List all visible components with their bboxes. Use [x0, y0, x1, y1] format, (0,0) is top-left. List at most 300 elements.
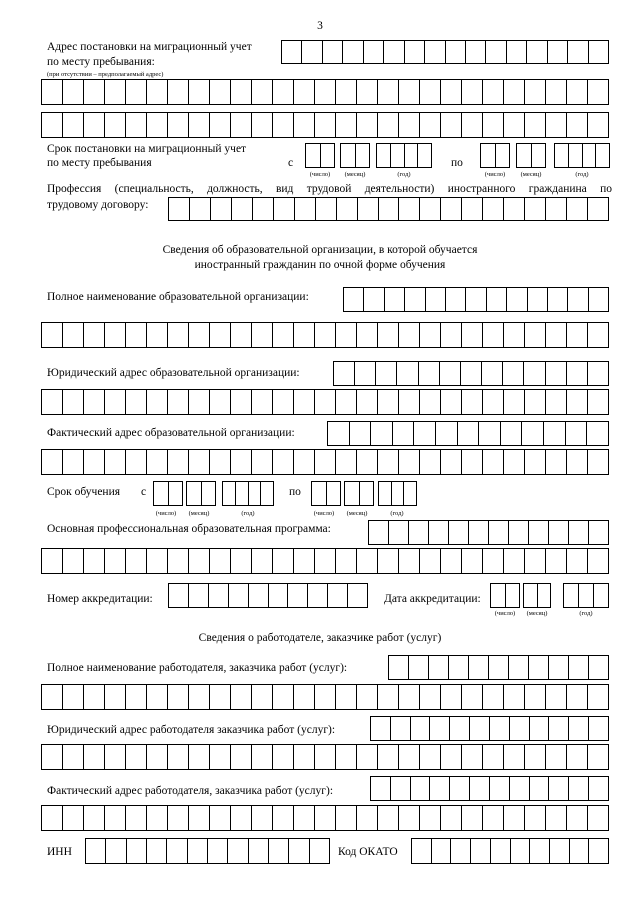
char-cell[interactable]	[357, 323, 378, 347]
char-cell[interactable]	[579, 584, 594, 607]
char-cell[interactable]	[105, 806, 126, 830]
char-cell[interactable]	[462, 390, 483, 414]
char-cell[interactable]	[567, 806, 588, 830]
char-cell[interactable]	[483, 745, 504, 769]
char-cell[interactable]	[261, 482, 273, 505]
char-cell[interactable]	[405, 41, 425, 63]
char-cell[interactable]	[391, 717, 411, 740]
char-cell[interactable]	[525, 198, 546, 220]
char-cell[interactable]	[106, 839, 126, 863]
char-cell[interactable]	[441, 390, 462, 414]
char-cell[interactable]	[315, 323, 336, 347]
char-cell[interactable]	[105, 390, 126, 414]
char-cell[interactable]	[147, 839, 167, 863]
char-cell[interactable]	[462, 113, 483, 137]
char-cell[interactable]	[315, 80, 336, 104]
program-field-1[interactable]	[368, 520, 609, 545]
char-cell[interactable]	[491, 584, 506, 607]
char-cell[interactable]	[378, 323, 399, 347]
char-cell[interactable]	[357, 450, 378, 474]
char-cell[interactable]	[377, 144, 391, 167]
char-cell[interactable]	[169, 482, 183, 505]
char-cell[interactable]	[496, 144, 510, 167]
char-cell[interactable]	[546, 80, 567, 104]
char-cell[interactable]	[567, 80, 588, 104]
char-cell[interactable]	[63, 685, 84, 709]
char-cell[interactable]	[294, 323, 315, 347]
char-cell[interactable]	[231, 450, 252, 474]
char-cell[interactable]	[369, 521, 389, 544]
char-cell[interactable]	[169, 198, 190, 220]
char-cell[interactable]	[419, 362, 440, 385]
okato-field[interactable]	[411, 838, 609, 864]
char-cell[interactable]	[409, 656, 429, 679]
char-cell[interactable]	[391, 777, 411, 800]
char-cell[interactable]	[525, 685, 546, 709]
char-cell[interactable]	[530, 777, 550, 800]
char-cell[interactable]	[378, 113, 399, 137]
char-cell[interactable]	[187, 482, 202, 505]
char-cell[interactable]	[42, 390, 63, 414]
char-cell[interactable]	[517, 144, 532, 167]
char-cell[interactable]	[546, 549, 567, 573]
char-cell[interactable]	[470, 777, 490, 800]
char-cell[interactable]	[446, 41, 466, 63]
char-cell[interactable]	[441, 113, 462, 137]
char-cell[interactable]	[378, 745, 399, 769]
char-cell[interactable]	[441, 450, 462, 474]
char-cell[interactable]	[461, 362, 482, 385]
char-cell[interactable]	[105, 745, 126, 769]
char-cell[interactable]	[189, 685, 210, 709]
char-cell[interactable]	[378, 450, 399, 474]
char-cell[interactable]	[84, 390, 105, 414]
char-cell[interactable]	[84, 806, 105, 830]
char-cell[interactable]	[210, 549, 231, 573]
char-cell[interactable]	[231, 745, 252, 769]
char-cell[interactable]	[273, 113, 294, 137]
education-actual-address-field-2[interactable]	[41, 449, 609, 475]
char-cell[interactable]	[189, 80, 210, 104]
employer-full-name-field-1[interactable]	[388, 655, 609, 680]
char-cell[interactable]	[525, 450, 546, 474]
char-cell[interactable]	[567, 198, 588, 220]
char-cell[interactable]	[527, 41, 547, 63]
char-cell[interactable]	[84, 745, 105, 769]
char-cell[interactable]	[209, 584, 229, 607]
char-cell[interactable]	[364, 41, 384, 63]
char-cell[interactable]	[420, 198, 441, 220]
char-cell[interactable]	[379, 198, 400, 220]
char-cell[interactable]	[126, 806, 147, 830]
char-cell[interactable]	[522, 422, 544, 445]
char-cell[interactable]	[336, 450, 357, 474]
char-cell[interactable]	[546, 390, 567, 414]
char-cell[interactable]	[389, 656, 409, 679]
char-cell[interactable]	[549, 717, 569, 740]
char-cell[interactable]	[273, 806, 294, 830]
char-cell[interactable]	[302, 41, 322, 63]
char-cell[interactable]	[252, 549, 273, 573]
char-cell[interactable]	[231, 80, 252, 104]
char-cell[interactable]	[504, 549, 525, 573]
inn-field[interactable]	[85, 838, 330, 864]
char-cell[interactable]	[63, 323, 84, 347]
accreditation-number-field[interactable]	[168, 583, 368, 608]
char-cell[interactable]	[189, 549, 210, 573]
char-cell[interactable]	[63, 745, 84, 769]
char-cell[interactable]	[294, 685, 315, 709]
migration-to-year[interactable]	[554, 143, 610, 168]
char-cell[interactable]	[420, 450, 441, 474]
char-cell[interactable]	[348, 584, 367, 607]
char-cell[interactable]	[42, 323, 63, 347]
char-cell[interactable]	[343, 41, 363, 63]
char-cell[interactable]	[483, 113, 504, 137]
char-cell[interactable]	[154, 482, 169, 505]
char-cell[interactable]	[189, 806, 210, 830]
char-cell[interactable]	[336, 390, 357, 414]
char-cell[interactable]	[432, 839, 452, 863]
char-cell[interactable]	[168, 745, 189, 769]
char-cell[interactable]	[389, 521, 409, 544]
study-from-month[interactable]	[186, 481, 216, 506]
char-cell[interactable]	[436, 422, 458, 445]
char-cell[interactable]	[489, 521, 509, 544]
char-cell[interactable]	[504, 806, 525, 830]
char-cell[interactable]	[295, 198, 316, 220]
char-cell[interactable]	[399, 549, 420, 573]
char-cell[interactable]	[231, 113, 252, 137]
char-cell[interactable]	[567, 323, 588, 347]
migration-from-day[interactable]	[305, 143, 335, 168]
char-cell[interactable]	[357, 806, 378, 830]
char-cell[interactable]	[462, 198, 483, 220]
char-cell[interactable]	[588, 362, 608, 385]
char-cell[interactable]	[288, 584, 308, 607]
char-cell[interactable]	[385, 288, 405, 311]
char-cell[interactable]	[588, 390, 608, 414]
char-cell[interactable]	[168, 549, 189, 573]
char-cell[interactable]	[126, 685, 147, 709]
char-cell[interactable]	[323, 41, 343, 63]
char-cell[interactable]	[546, 362, 567, 385]
char-cell[interactable]	[294, 549, 315, 573]
char-cell[interactable]	[425, 41, 445, 63]
char-cell[interactable]	[441, 80, 462, 104]
char-cell[interactable]	[569, 144, 583, 167]
char-cell[interactable]	[274, 198, 295, 220]
char-cell[interactable]	[564, 584, 579, 607]
char-cell[interactable]	[589, 288, 608, 311]
char-cell[interactable]	[315, 806, 336, 830]
char-cell[interactable]	[273, 685, 294, 709]
char-cell[interactable]	[420, 390, 441, 414]
char-cell[interactable]	[236, 482, 249, 505]
education-full-name-field-2[interactable]	[41, 322, 609, 348]
char-cell[interactable]	[252, 450, 273, 474]
char-cell[interactable]	[483, 450, 504, 474]
char-cell[interactable]	[336, 323, 357, 347]
char-cell[interactable]	[84, 685, 105, 709]
study-to-year[interactable]	[378, 481, 417, 506]
char-cell[interactable]	[189, 390, 210, 414]
char-cell[interactable]	[420, 323, 441, 347]
char-cell[interactable]	[441, 323, 462, 347]
char-cell[interactable]	[549, 521, 569, 544]
char-cell[interactable]	[483, 806, 504, 830]
char-cell[interactable]	[588, 549, 608, 573]
char-cell[interactable]	[273, 549, 294, 573]
char-cell[interactable]	[63, 806, 84, 830]
char-cell[interactable]	[525, 113, 546, 137]
char-cell[interactable]	[308, 584, 328, 607]
char-cell[interactable]	[504, 685, 525, 709]
char-cell[interactable]	[567, 745, 588, 769]
char-cell[interactable]	[399, 685, 420, 709]
char-cell[interactable]	[462, 549, 483, 573]
char-cell[interactable]	[336, 745, 357, 769]
char-cell[interactable]	[530, 717, 550, 740]
char-cell[interactable]	[252, 323, 273, 347]
char-cell[interactable]	[127, 839, 147, 863]
char-cell[interactable]	[147, 450, 168, 474]
char-cell[interactable]	[441, 806, 462, 830]
char-cell[interactable]	[525, 549, 546, 573]
char-cell[interactable]	[507, 288, 527, 311]
char-cell[interactable]	[528, 288, 548, 311]
migration-from-year[interactable]	[376, 143, 432, 168]
char-cell[interactable]	[567, 362, 588, 385]
char-cell[interactable]	[532, 144, 546, 167]
migration-to-month[interactable]	[516, 143, 546, 168]
char-cell[interactable]	[550, 839, 570, 863]
char-cell[interactable]	[538, 584, 551, 607]
char-cell[interactable]	[567, 685, 588, 709]
char-cell[interactable]	[337, 198, 358, 220]
char-cell[interactable]	[462, 323, 483, 347]
char-cell[interactable]	[63, 450, 84, 474]
employer-legal-address-field-1[interactable]	[370, 716, 609, 741]
char-cell[interactable]	[506, 584, 520, 607]
char-cell[interactable]	[548, 288, 568, 311]
char-cell[interactable]	[210, 745, 231, 769]
char-cell[interactable]	[391, 144, 405, 167]
char-cell[interactable]	[105, 450, 126, 474]
char-cell[interactable]	[481, 144, 496, 167]
char-cell[interactable]	[451, 839, 471, 863]
accreditation-month[interactable]	[523, 583, 551, 608]
char-cell[interactable]	[594, 584, 608, 607]
char-cell[interactable]	[84, 450, 105, 474]
char-cell[interactable]	[147, 390, 168, 414]
char-cell[interactable]	[529, 521, 549, 544]
char-cell[interactable]	[525, 806, 546, 830]
char-cell[interactable]	[588, 198, 608, 220]
char-cell[interactable]	[589, 41, 608, 63]
migration-address-field-1[interactable]	[281, 40, 609, 64]
char-cell[interactable]	[357, 685, 378, 709]
char-cell[interactable]	[479, 422, 501, 445]
char-cell[interactable]	[589, 777, 608, 800]
char-cell[interactable]	[393, 422, 415, 445]
char-cell[interactable]	[273, 745, 294, 769]
char-cell[interactable]	[105, 80, 126, 104]
char-cell[interactable]	[208, 839, 228, 863]
char-cell[interactable]	[588, 323, 608, 347]
char-cell[interactable]	[504, 450, 525, 474]
char-cell[interactable]	[168, 450, 189, 474]
char-cell[interactable]	[168, 323, 189, 347]
char-cell[interactable]	[210, 450, 231, 474]
char-cell[interactable]	[530, 839, 550, 863]
char-cell[interactable]	[510, 777, 530, 800]
char-cell[interactable]	[84, 549, 105, 573]
char-cell[interactable]	[566, 422, 588, 445]
char-cell[interactable]	[336, 549, 357, 573]
char-cell[interactable]	[470, 717, 490, 740]
char-cell[interactable]	[462, 745, 483, 769]
char-cell[interactable]	[458, 422, 480, 445]
char-cell[interactable]	[105, 113, 126, 137]
char-cell[interactable]	[328, 422, 350, 445]
char-cell[interactable]	[168, 685, 189, 709]
char-cell[interactable]	[441, 549, 462, 573]
char-cell[interactable]	[409, 521, 429, 544]
char-cell[interactable]	[63, 80, 84, 104]
char-cell[interactable]	[252, 113, 273, 137]
char-cell[interactable]	[105, 323, 126, 347]
char-cell[interactable]	[341, 144, 356, 167]
char-cell[interactable]	[399, 323, 420, 347]
char-cell[interactable]	[399, 806, 420, 830]
char-cell[interactable]	[315, 390, 336, 414]
char-cell[interactable]	[211, 198, 232, 220]
education-actual-address-field-1[interactable]	[327, 421, 609, 446]
char-cell[interactable]	[483, 549, 504, 573]
char-cell[interactable]	[420, 685, 441, 709]
char-cell[interactable]	[588, 806, 608, 830]
char-cell[interactable]	[126, 80, 147, 104]
study-from-day[interactable]	[153, 481, 183, 506]
char-cell[interactable]	[483, 685, 504, 709]
char-cell[interactable]	[588, 745, 608, 769]
char-cell[interactable]	[231, 549, 252, 573]
char-cell[interactable]	[168, 113, 189, 137]
char-cell[interactable]	[399, 80, 420, 104]
char-cell[interactable]	[399, 745, 420, 769]
char-cell[interactable]	[441, 685, 462, 709]
char-cell[interactable]	[420, 745, 441, 769]
char-cell[interactable]	[462, 806, 483, 830]
char-cell[interactable]	[357, 745, 378, 769]
char-cell[interactable]	[202, 482, 216, 505]
char-cell[interactable]	[507, 41, 527, 63]
char-cell[interactable]	[42, 113, 63, 137]
char-cell[interactable]	[583, 144, 597, 167]
char-cell[interactable]	[569, 521, 589, 544]
migration-to-day[interactable]	[480, 143, 510, 168]
char-cell[interactable]	[504, 323, 525, 347]
char-cell[interactable]	[568, 41, 588, 63]
char-cell[interactable]	[126, 113, 147, 137]
char-cell[interactable]	[588, 113, 608, 137]
char-cell[interactable]	[344, 288, 364, 311]
char-cell[interactable]	[269, 839, 289, 863]
char-cell[interactable]	[273, 390, 294, 414]
char-cell[interactable]	[570, 839, 590, 863]
char-cell[interactable]	[504, 113, 525, 137]
char-cell[interactable]	[378, 80, 399, 104]
char-cell[interactable]	[483, 323, 504, 347]
char-cell[interactable]	[486, 41, 506, 63]
program-field-2[interactable]	[41, 548, 609, 574]
char-cell[interactable]	[42, 685, 63, 709]
char-cell[interactable]	[84, 323, 105, 347]
char-cell[interactable]	[384, 41, 404, 63]
char-cell[interactable]	[446, 288, 466, 311]
employer-actual-address-field-1[interactable]	[370, 776, 609, 801]
char-cell[interactable]	[358, 198, 379, 220]
char-cell[interactable]	[147, 80, 168, 104]
char-cell[interactable]	[450, 777, 470, 800]
char-cell[interactable]	[411, 717, 431, 740]
char-cell[interactable]	[483, 198, 504, 220]
char-cell[interactable]	[232, 198, 253, 220]
char-cell[interactable]	[503, 362, 524, 385]
char-cell[interactable]	[546, 198, 567, 220]
char-cell[interactable]	[105, 685, 126, 709]
char-cell[interactable]	[189, 584, 209, 607]
char-cell[interactable]	[189, 323, 210, 347]
char-cell[interactable]	[210, 685, 231, 709]
char-cell[interactable]	[249, 482, 262, 505]
char-cell[interactable]	[450, 717, 470, 740]
char-cell[interactable]	[84, 113, 105, 137]
employer-legal-address-field-2[interactable]	[41, 744, 609, 770]
char-cell[interactable]	[42, 549, 63, 573]
char-cell[interactable]	[466, 41, 486, 63]
char-cell[interactable]	[147, 323, 168, 347]
employer-full-name-field-2[interactable]	[41, 684, 609, 710]
char-cell[interactable]	[483, 390, 504, 414]
char-cell[interactable]	[471, 839, 491, 863]
char-cell[interactable]	[336, 685, 357, 709]
char-cell[interactable]	[252, 390, 273, 414]
char-cell[interactable]	[525, 323, 546, 347]
char-cell[interactable]	[399, 390, 420, 414]
char-cell[interactable]	[105, 549, 126, 573]
char-cell[interactable]	[189, 745, 210, 769]
char-cell[interactable]	[510, 717, 530, 740]
study-from-year[interactable]	[222, 481, 274, 506]
char-cell[interactable]	[168, 390, 189, 414]
char-cell[interactable]	[371, 422, 393, 445]
char-cell[interactable]	[548, 41, 568, 63]
char-cell[interactable]	[126, 745, 147, 769]
char-cell[interactable]	[147, 685, 168, 709]
char-cell[interactable]	[587, 422, 608, 445]
char-cell[interactable]	[509, 656, 529, 679]
char-cell[interactable]	[544, 422, 566, 445]
char-cell[interactable]	[364, 288, 384, 311]
char-cell[interactable]	[392, 482, 405, 505]
char-cell[interactable]	[525, 390, 546, 414]
char-cell[interactable]	[273, 450, 294, 474]
char-cell[interactable]	[589, 521, 608, 544]
char-cell[interactable]	[63, 390, 84, 414]
char-cell[interactable]	[420, 80, 441, 104]
